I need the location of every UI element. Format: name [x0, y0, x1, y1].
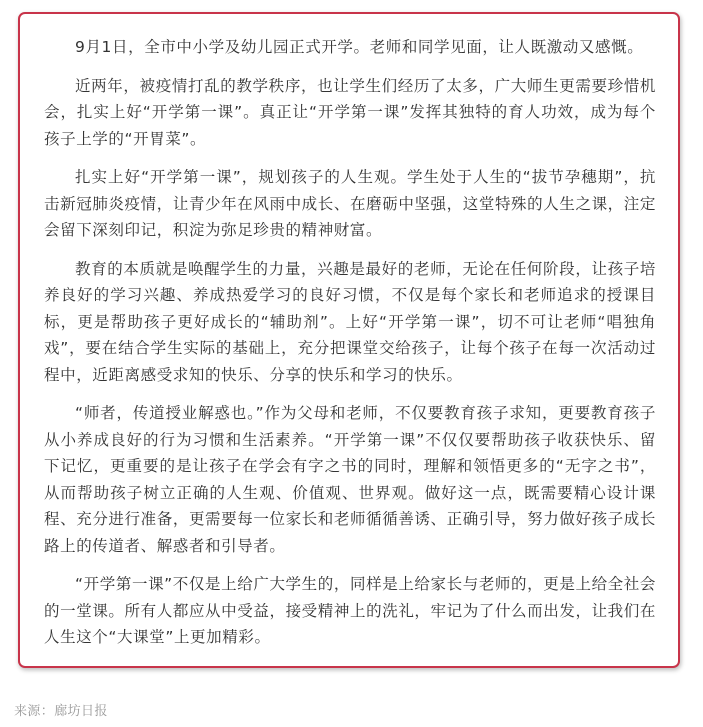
article-paragraph-3: 扎实上好“开学第一课”，规划孩子的人生观。学生处于人生的“拔节孕穗期”，抗击新冠肺炎疫情，让青少年在风雨中成长、在磨砺中坚强，这堂特殊的人生之课，注定会留下深刻印记，积淀为弥足珍贵的精神财富。	[44, 168, 656, 239]
article-paragraph-6: “开学第一课”不仅是上给广大学生的，同样是上给家长与老师的，更是上给全社会的一堂课。所有人都应从中受益，接受精神上的洗礼，牢记为了什么而出发，让我们在人生这个“大课堂”上更加精彩。	[44, 575, 656, 646]
article-paragraph-2: 近两年，被疫情打乱的教学秩序，也让学生们经历了太多，广大师生更需要珍惜机会，扎实上好“开学第一课”。真正让“开学第一课”发挥其独特的育人功效，成为每个孩子上学的“开胃菜”。	[44, 76, 656, 148]
source-line	[14, 702, 108, 722]
article-box	[18, 12, 680, 668]
article-paragraph-1: 9月1日，全市中小学及幼儿园正式开学。老师和同学见面，让人既激动又感慨。	[75, 38, 644, 56]
source-name: 廊坊日报	[54, 704, 108, 719]
source-label: 来源：	[14, 704, 55, 719]
article-paragraph-4: 教育的本质就是唤醒学生的力量，兴趣是最好的老师，无论在任何阶段，让孩子培养良好的学习兴趣、养成热爱学习的良好习惯，不仅是每个家长和老师追求的授课目标，更是帮助孩子更好成长的“辅助剂”。上好“开学第一课”，切不可让老师“唱独角戏”，要在结合学生实际的基础上，充分把课堂交给孩子，让每个孩子在每一次活动过程中，近距离感受求知的快乐、分享的快乐和学习的快乐。	[44, 259, 656, 384]
article-paragraph-5: “师者，传道授业解惑也。”作为父母和老师，不仅要教育孩子求知，更要教育孩子从小养成良好的行为习惯和生活素养。“开学第一课”不仅仅要帮助孩子收获快乐、留下记忆，更重要的是让孩子在学会有字之书的同时，理解和领悟更多的“无字之书”，从而帮助孩子树立正确的人生观、价值观、世界观。做好这一点，既需要精心设计课程、充分进行准备，更需要每一位家长和老师循循善诱、正确引导，努力做好孩子成长路上的传道者、解惑者和引导者。	[44, 404, 656, 555]
